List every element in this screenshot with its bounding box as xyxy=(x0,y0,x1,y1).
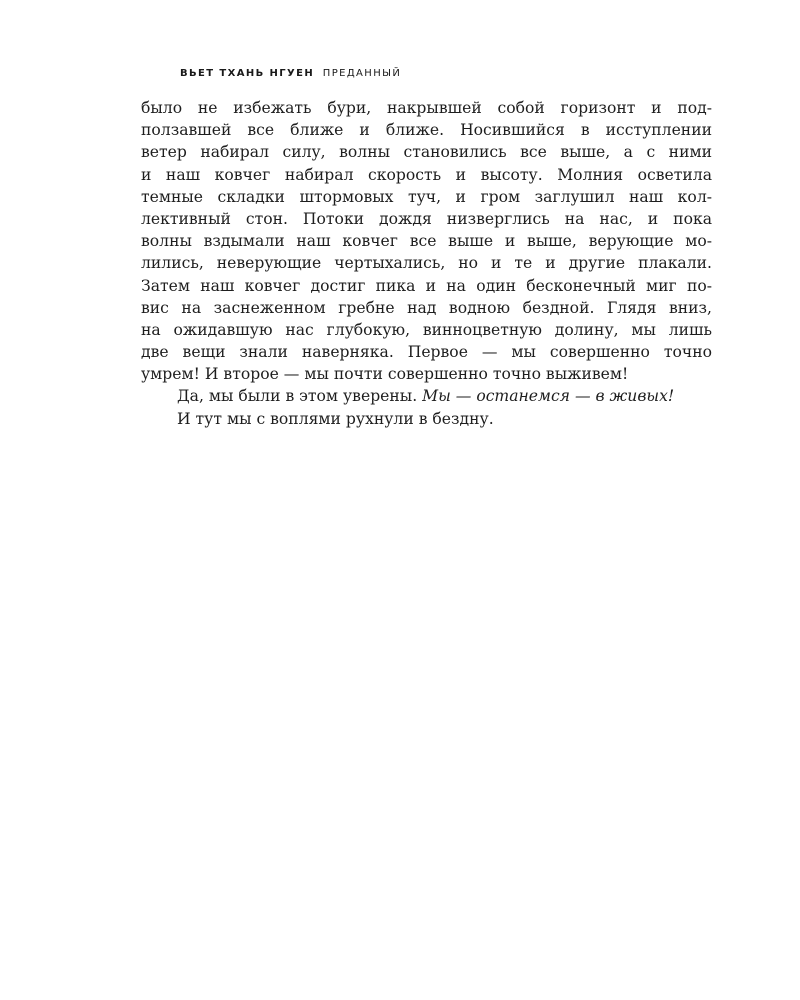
text-line: волны вздымали наш ковчег все выше и выше, верующие мо- xyxy=(141,232,712,251)
paragraph-1 xyxy=(141,97,712,385)
paragraph-2-text: Да, мы были в этом уверены. xyxy=(177,387,418,406)
text-line: ползавшей все ближе и ближе. Носившийся в исступлении xyxy=(141,121,712,140)
text-line: было не избежать бури, накрывшей собой горизонт и под- xyxy=(141,99,712,117)
paragraph-2-italic: Мы — останемся — в живых! xyxy=(422,387,675,406)
text-line: темные складки штормовых туч, и гром заглушил наш кол- xyxy=(141,187,712,206)
text-line: лективный стон. Потоки дождя низверглись на нас, и пока xyxy=(141,209,712,228)
text-line: и наш ковчег набирал скорость и высоту. Молния осветила xyxy=(141,165,712,184)
running-head xyxy=(180,67,401,81)
text-line: ветер набирал силу, волны становились все выше, а с ними xyxy=(141,143,712,162)
text-line: две вещи знали наверняка. Первое — мы совершенно точно xyxy=(141,343,712,362)
text-line: вис на заснеженном гребне над водною бездной. Глядя вниз, xyxy=(141,298,712,317)
text-line: Затем наш ковчег достиг пика и на один бесконечный миг по- xyxy=(141,276,712,295)
paragraph-2 xyxy=(141,385,712,407)
running-head-book-title: ПРЕДАННЫЙ xyxy=(322,68,402,79)
text-line: умрем! И второе — мы почти совершенно точно выживем! xyxy=(141,365,629,384)
text-line: лились, неверующие чертыхались, но и те и другие плакали. xyxy=(141,254,712,273)
body-text xyxy=(141,97,712,430)
running-head-author: ВЬЕТ ТХАНЬ НГУЕН xyxy=(180,68,315,79)
text-line: на ожидавшую нас глубокую, винноцветную долину, мы лишь xyxy=(141,320,712,339)
paragraph-3-text: И тут мы с воплями рухнули в бездну. xyxy=(177,409,494,428)
paragraph-3 xyxy=(141,408,712,430)
